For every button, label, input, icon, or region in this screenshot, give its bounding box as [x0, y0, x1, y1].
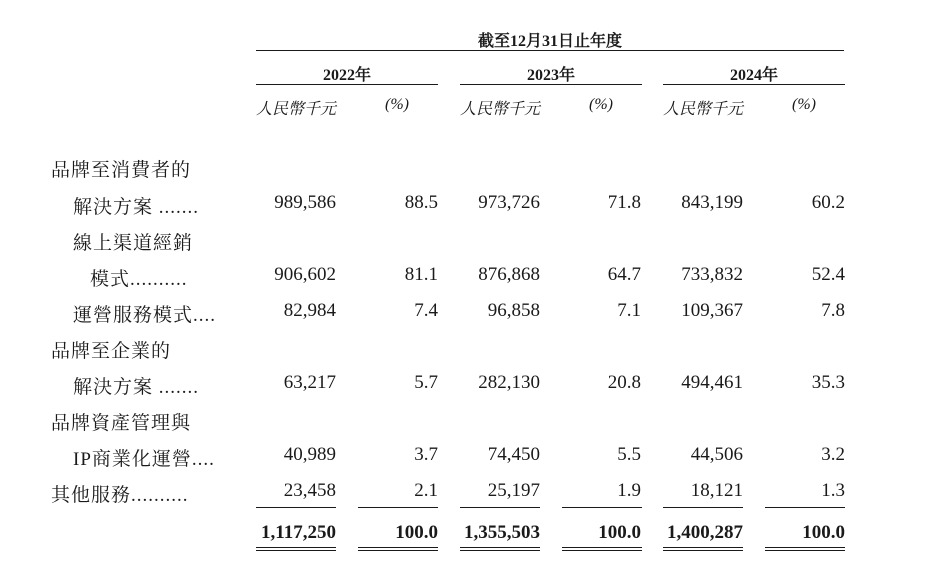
total-2023-pct: 100.0 [598, 522, 641, 543]
subtotal-line-2023-amount [460, 507, 540, 508]
cell-ip-2023-pct: 5.5 [617, 444, 641, 465]
subtotal-line-2022-amount [256, 507, 336, 508]
row-label-online-line1: 線上渠道經銷 [73, 233, 194, 254]
amount-unit-2024: 人民幣千元 [663, 101, 744, 118]
cell-ip-2022-pct: 3.7 [414, 444, 438, 465]
cell-b2c-2023-pct: 71.8 [607, 192, 641, 213]
cell-ops-2024-pct: 7.8 [821, 300, 845, 321]
total-dbl-line-2023-amount [460, 547, 540, 551]
cell-ops-2022-amount: 82,984 [283, 300, 336, 321]
cell-other-2024-amount: 18,121 [690, 480, 743, 501]
subtotal-line-2024-amount [663, 507, 743, 508]
row-label-other: 其他服務.......... [51, 485, 189, 506]
cell-other-2022-pct: 2.1 [414, 480, 438, 501]
row-label-online-line2: 模式.......... [90, 269, 188, 290]
amount-unit-2023: 人民幣千元 [460, 101, 541, 118]
cell-b2b-2023-amount: 282,130 [478, 372, 540, 393]
cell-b2c-2022-pct: 88.5 [404, 192, 438, 213]
row-label-b2c-line2: 解決方案 ....... [73, 197, 200, 218]
cell-b2b-2024-pct: 35.3 [811, 372, 845, 393]
total-2023-amount: 1,355,503 [464, 522, 540, 543]
amount-unit-2022: 人民幣千元 [256, 101, 337, 118]
cell-other-2023-amount: 25,197 [487, 480, 540, 501]
total-dbl-line-2024-amount [663, 547, 743, 551]
cell-ops-2022-pct: 7.4 [414, 300, 438, 321]
row-label-b2b-line2: 解決方案 ....... [73, 377, 200, 398]
total-dbl-line-2024-pct [765, 547, 845, 551]
year-header-2022: 2022年 [322, 67, 371, 84]
subtotal-line-2024-pct [765, 507, 845, 508]
cell-b2c-2023-amount: 973,726 [478, 192, 540, 213]
year-header-2023: 2023年 [526, 67, 575, 84]
cell-ops-2023-amount: 96,858 [487, 300, 540, 321]
pct-unit-2023: (%) [589, 96, 613, 113]
subtotal-line-2022-pct [358, 507, 438, 508]
total-2024-pct: 100.0 [802, 522, 845, 543]
year-underline-2023 [460, 84, 642, 85]
cell-ops-2023-pct: 7.1 [617, 300, 641, 321]
pct-unit-2022: (%) [385, 96, 409, 113]
cell-ip-2022-amount: 40,989 [283, 444, 336, 465]
pct-unit-2024: (%) [792, 96, 816, 113]
cell-other-2024-pct: 1.3 [821, 480, 845, 501]
cell-b2b-2022-pct: 5.7 [414, 372, 438, 393]
row-label-ops: 運營服務模式.... [73, 305, 217, 326]
row-label-ip-line1: 品牌資產管理與 [51, 413, 192, 434]
total-dbl-line-2022-amount [256, 547, 336, 551]
cell-other-2022-amount: 23,458 [283, 480, 336, 501]
total-dbl-line-2022-pct [358, 547, 438, 551]
cell-online-2022-amount: 906,602 [274, 264, 336, 285]
cell-online-2023-pct: 64.7 [607, 264, 641, 285]
total-2022-amount: 1,117,250 [261, 522, 336, 543]
row-label-ip-line2: IP商業化運營.... [73, 449, 215, 470]
row-label-b2c-line1: 品牌至消費者的 [51, 160, 192, 181]
cell-ip-2024-pct: 3.2 [821, 444, 845, 465]
cell-b2b-2024-amount: 494,461 [681, 372, 743, 393]
period-underline [256, 50, 844, 51]
cell-b2b-2023-pct: 20.8 [607, 372, 641, 393]
year-underline-2022 [256, 84, 438, 85]
cell-b2c-2024-pct: 60.2 [811, 192, 845, 213]
total-2024-amount: 1,400,287 [667, 522, 743, 543]
cell-online-2024-pct: 52.4 [811, 264, 845, 285]
cell-ops-2024-amount: 109,367 [681, 300, 743, 321]
total-dbl-line-2023-pct [562, 547, 642, 551]
cell-ip-2024-amount: 44,506 [690, 444, 743, 465]
cell-online-2024-amount: 733,832 [681, 264, 743, 285]
subtotal-line-2023-pct [562, 507, 642, 508]
cell-other-2023-pct: 1.9 [617, 480, 641, 501]
cell-b2c-2024-amount: 843,199 [681, 192, 743, 213]
year-underline-2024 [663, 84, 845, 85]
cell-b2c-2022-amount: 989,586 [274, 192, 336, 213]
period-header: 截至12月31日止年度 [477, 33, 622, 50]
cell-ip-2023-amount: 74,450 [487, 444, 540, 465]
cell-online-2023-amount: 876,868 [478, 264, 540, 285]
cell-b2b-2022-amount: 63,217 [283, 372, 336, 393]
total-2022-pct: 100.0 [395, 522, 438, 543]
row-label-b2b-line1: 品牌至企業的 [51, 341, 172, 362]
year-header-2024: 2024年 [729, 67, 778, 84]
cell-online-2022-pct: 81.1 [404, 264, 438, 285]
